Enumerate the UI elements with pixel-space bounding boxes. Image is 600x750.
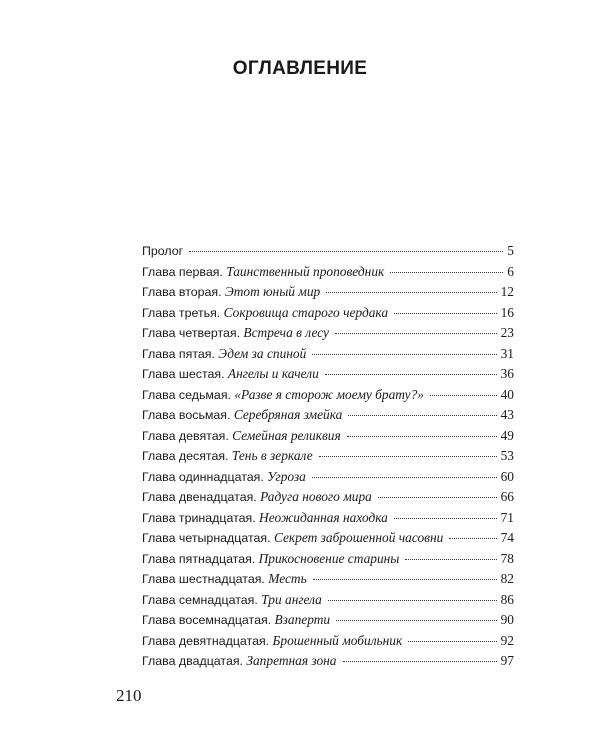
dot-leader bbox=[312, 354, 496, 355]
dot-leader bbox=[430, 395, 497, 396]
entry-text bbox=[142, 571, 307, 587]
toc-entry bbox=[142, 346, 514, 367]
entry-text bbox=[142, 305, 388, 321]
chapter-label: Глава четвертая. bbox=[142, 326, 241, 340]
toc-entry bbox=[142, 243, 514, 264]
chapter-label: Глава девятая. bbox=[142, 428, 229, 443]
entry-text bbox=[142, 489, 372, 505]
dot-leader bbox=[394, 313, 497, 314]
dot-leader bbox=[378, 497, 497, 498]
dot-leader bbox=[336, 620, 497, 621]
chapter-title: Сокровища старого чердака bbox=[223, 304, 389, 320]
toc-entry bbox=[142, 428, 514, 449]
page-reference: 86 bbox=[500, 591, 514, 607]
chapter-title: Три ангела bbox=[261, 591, 322, 607]
chapter-label: Глава шестнадцатая. bbox=[142, 572, 265, 586]
chapter-label: Глава восемнадцатая. bbox=[142, 613, 272, 627]
chapter-title: «Разве я сторож моему брату?» bbox=[234, 386, 424, 402]
chapter-label: Глава восьмая. bbox=[142, 408, 231, 422]
chapter-title: Прикосновение старины bbox=[258, 550, 400, 566]
toc-entry bbox=[142, 633, 514, 654]
toc-entry bbox=[142, 653, 514, 674]
chapter-title: Этот юный мир bbox=[224, 284, 321, 299]
chapter-title: Встреча в лесу bbox=[243, 325, 330, 340]
page-reference: 71 bbox=[500, 509, 514, 525]
toc-entry bbox=[142, 612, 514, 633]
chapter-title: Запретная зона bbox=[246, 653, 337, 668]
dot-leader bbox=[313, 579, 497, 580]
dot-leader bbox=[347, 436, 497, 437]
chapter-title: Неожиданная находка bbox=[259, 509, 388, 525]
page-reference: 43 bbox=[500, 407, 514, 422]
page-reference: 90 bbox=[500, 612, 514, 627]
chapter-title: Брошенный мобильник bbox=[272, 632, 403, 648]
chapter-title: Семейная реликвия bbox=[232, 427, 341, 443]
chapter-title: Угроза bbox=[267, 468, 306, 484]
page-reference: 66 bbox=[500, 489, 514, 504]
entry-text bbox=[142, 612, 330, 628]
toc-entry bbox=[142, 530, 514, 551]
dot-leader bbox=[449, 538, 496, 539]
chapter-label: Глава четырнадцатая. bbox=[142, 531, 271, 545]
entry-text bbox=[142, 592, 322, 608]
entry-text bbox=[142, 325, 329, 341]
page-reference: 82 bbox=[500, 571, 514, 586]
toc-entry bbox=[142, 305, 514, 326]
page-reference: 5 bbox=[507, 243, 514, 258]
chapter-label: Глава одиннадцатая. bbox=[142, 469, 264, 484]
chapter-title: Секрет заброшенной часовни bbox=[273, 530, 444, 545]
dot-leader bbox=[343, 661, 497, 662]
chapter-label: Глава седьмая. bbox=[142, 387, 231, 402]
page-reference: 60 bbox=[500, 468, 514, 484]
entry-text bbox=[142, 653, 337, 669]
chapter-label: Глава семнадцатая. bbox=[142, 592, 258, 607]
page-reference: 40 bbox=[500, 386, 514, 402]
entry-text bbox=[142, 448, 313, 464]
entry-text bbox=[142, 284, 320, 300]
dot-leader bbox=[326, 292, 496, 293]
page-reference: 6 bbox=[507, 263, 514, 279]
chapter-title: Тень в зеркале bbox=[231, 448, 313, 463]
toc-entry bbox=[142, 592, 514, 613]
toc-entry bbox=[142, 469, 514, 490]
chapter-title: Радуга нового мира bbox=[260, 489, 372, 504]
table-of-contents bbox=[142, 243, 514, 674]
page-reference: 74 bbox=[500, 530, 514, 545]
chapter-label: Глава двадцатая. bbox=[142, 654, 243, 668]
dot-leader bbox=[335, 333, 497, 334]
toc-entry bbox=[142, 489, 514, 510]
toc-entry bbox=[142, 387, 514, 408]
entry-text bbox=[142, 387, 424, 403]
chapter-title: Эдем за спиной bbox=[218, 345, 307, 361]
dot-leader bbox=[394, 518, 497, 519]
entry-text bbox=[142, 530, 443, 546]
dot-leader bbox=[189, 251, 503, 252]
chapter-label: Глава девятнадцатая. bbox=[142, 633, 270, 648]
chapter-label: Глава двенадцатая. bbox=[142, 490, 257, 504]
chapter-title: Взаперти bbox=[274, 612, 331, 627]
entry-text bbox=[142, 551, 399, 567]
entry-text bbox=[142, 243, 183, 259]
page-reference: 36 bbox=[500, 366, 514, 381]
entry-text bbox=[142, 469, 306, 485]
toc-entry bbox=[142, 407, 514, 428]
dot-leader bbox=[319, 456, 497, 457]
page-reference: 49 bbox=[500, 427, 514, 443]
entry-text bbox=[142, 510, 388, 526]
page-title: ОГЛАВЛЕНИЕ bbox=[232, 58, 368, 79]
chapter-title: Серебряная змейка bbox=[233, 407, 343, 422]
dot-leader bbox=[328, 600, 497, 601]
chapter-label: Глава первая. bbox=[142, 264, 223, 279]
dot-leader bbox=[312, 477, 497, 478]
entry-text bbox=[142, 407, 342, 423]
chapter-label: Глава третья. bbox=[142, 305, 221, 320]
dot-leader bbox=[390, 272, 503, 273]
page-number: 210 bbox=[116, 686, 142, 705]
toc-entry bbox=[142, 551, 514, 572]
chapter-label: Глава пятнадцатая. bbox=[142, 551, 256, 566]
entry-text bbox=[142, 346, 306, 362]
page-reference: 97 bbox=[500, 653, 514, 668]
page-reference: 12 bbox=[500, 284, 514, 299]
page-reference: 31 bbox=[500, 345, 514, 361]
entry-text bbox=[142, 428, 341, 444]
chapter-label: Глава шестая. bbox=[142, 367, 225, 381]
dot-leader bbox=[348, 415, 496, 416]
page-reference: 16 bbox=[500, 304, 514, 320]
toc-entry bbox=[142, 366, 514, 387]
dot-leader bbox=[405, 559, 496, 560]
toc-entry bbox=[142, 571, 514, 592]
chapter-label: Глава тринадцатая. bbox=[142, 510, 256, 525]
toc-entry bbox=[142, 510, 514, 531]
dot-leader bbox=[325, 374, 497, 375]
chapter-label: Пролог bbox=[142, 244, 184, 258]
chapter-label: Глава пятая. bbox=[142, 346, 215, 361]
entry-text bbox=[142, 366, 319, 382]
page-reference: 92 bbox=[500, 632, 514, 648]
entry-text bbox=[142, 264, 384, 280]
toc-entry bbox=[142, 264, 514, 285]
dot-leader bbox=[408, 641, 496, 642]
page-reference: 53 bbox=[500, 448, 514, 463]
entry-text bbox=[142, 633, 402, 649]
chapter-label: Глава вторая. bbox=[142, 285, 222, 299]
chapter-title: Месть bbox=[268, 571, 307, 586]
page-reference: 23 bbox=[500, 325, 514, 340]
chapter-title: Ангелы и качели bbox=[227, 366, 319, 381]
chapter-title: Таинственный проповедник bbox=[226, 263, 385, 279]
toc-entry bbox=[142, 325, 514, 346]
chapter-label: Глава десятая. bbox=[142, 449, 229, 463]
page-reference: 78 bbox=[500, 550, 514, 566]
toc-entry bbox=[142, 448, 514, 469]
toc-entry bbox=[142, 284, 514, 305]
